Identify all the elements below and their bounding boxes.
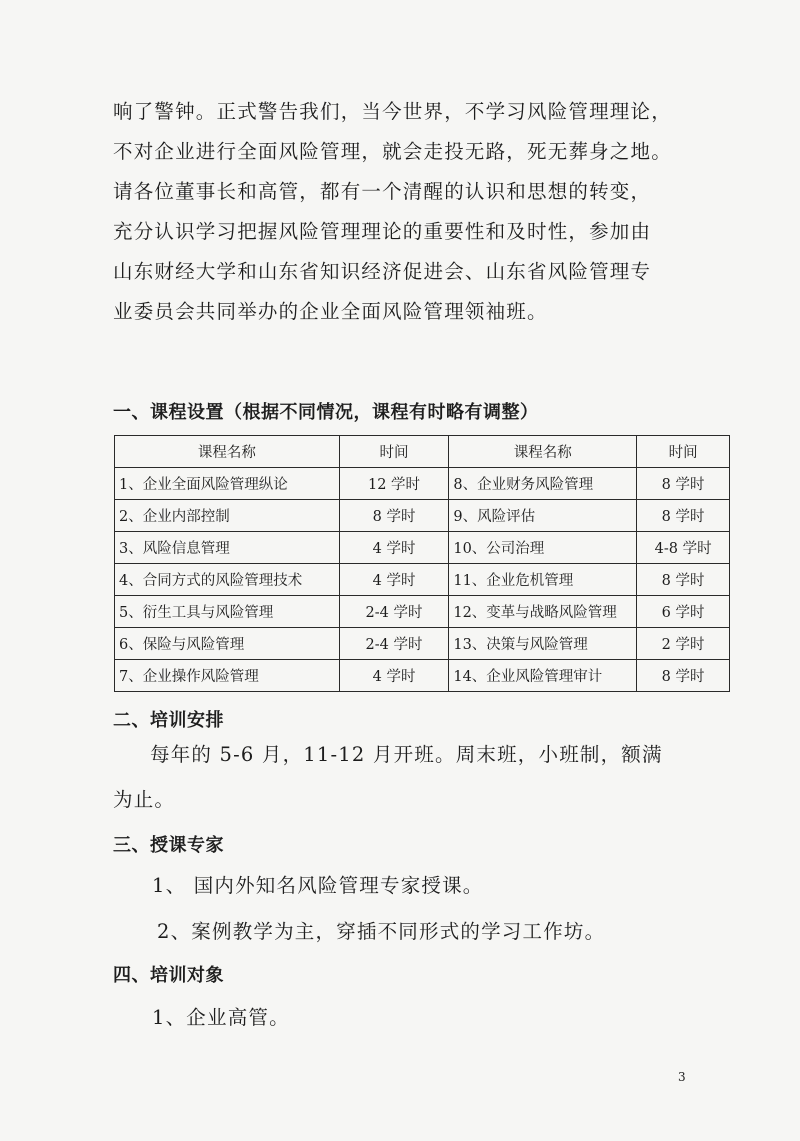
course-name: 10、公司治理 <box>449 532 637 564</box>
course-name: 1、企业全面风险管理纵论 <box>115 468 340 500</box>
course-hours: 6 学时 <box>637 596 730 628</box>
course-hours: 4 学时 <box>339 660 449 692</box>
course-name: 8、企业财务风险管理 <box>449 468 637 500</box>
schedule-text-continued: 为止。 <box>113 788 176 811</box>
course-name: 3、风险信息管理 <box>115 532 340 564</box>
column-header: 时间 <box>339 436 449 468</box>
intro-paragraph <box>113 92 713 332</box>
section-heading-courses: 一、课程设置（根据不同情况，课程有时略有调整） <box>113 402 539 423</box>
course-hours: 8 学时 <box>637 660 730 692</box>
course-name: 7、企业操作风险管理 <box>115 660 340 692</box>
table-row <box>115 564 730 596</box>
course-hours: 8 学时 <box>637 468 730 500</box>
table-row <box>115 628 730 660</box>
intro-line: 山东财经大学和山东省知识经济促进会、山东省风险管理专 <box>113 260 652 283</box>
section-heading-schedule: 二、培训安排 <box>113 710 224 731</box>
course-name: 11、企业危机管理 <box>449 564 637 596</box>
column-header: 课程名称 <box>449 436 637 468</box>
intro-line: 不对企业进行全面风险管理，就会走投无路，死无葬身之地。 <box>113 140 672 163</box>
course-hours: 2-4 学时 <box>339 596 449 628</box>
intro-line: 业委员会共同举办的企业全面风险管理领袖班。 <box>113 300 548 323</box>
column-header: 课程名称 <box>115 436 340 468</box>
intro-line: 响了警钟。正式警告我们，当今世界，不学习风险管理理论， <box>113 100 672 123</box>
table-row <box>115 532 730 564</box>
section-heading-experts: 三、授课专家 <box>113 835 224 856</box>
course-name: 6、保险与风险管理 <box>115 628 340 660</box>
course-hours: 2 学时 <box>637 628 730 660</box>
course-name: 2、企业内部控制 <box>115 500 340 532</box>
course-hours: 12 学时 <box>339 468 449 500</box>
course-table <box>114 435 730 692</box>
audience-item: 1、企业高管。 <box>152 1006 290 1029</box>
table-row <box>115 660 730 692</box>
table-row <box>115 596 730 628</box>
table-row <box>115 468 730 500</box>
column-header: 时间 <box>637 436 730 468</box>
intro-line: 请各位董事长和高管，都有一个清醒的认识和思想的转变， <box>113 180 652 203</box>
section-heading-audience: 四、培训对象 <box>113 965 224 986</box>
course-name: 13、决策与风险管理 <box>449 628 637 660</box>
course-hours: 8 学时 <box>339 500 449 532</box>
schedule-text: 每年的 5-6 月，11-12 月开班。周末班，小班制，额满 <box>150 743 663 766</box>
course-hours: 2-4 学时 <box>339 628 449 660</box>
course-name: 5、衍生工具与风险管理 <box>115 596 340 628</box>
table-header-row <box>115 436 730 468</box>
table-row <box>115 500 730 532</box>
page-number: 3 <box>678 1070 686 1084</box>
course-name: 14、企业风险管理审计 <box>449 660 637 692</box>
course-hours: 8 学时 <box>637 500 730 532</box>
course-name: 12、变革与战略风险管理 <box>449 596 637 628</box>
course-hours: 4-8 学时 <box>637 532 730 564</box>
course-hours: 4 学时 <box>339 564 449 596</box>
experts-item: 2、案例教学为主，穿插不同形式的学习工作坊。 <box>157 920 606 943</box>
course-name: 4、合同方式的风险管理技术 <box>115 564 340 596</box>
intro-line: 充分认识学习把握风险管理理论的重要性和及时性，参加由 <box>113 220 652 243</box>
course-hours: 8 学时 <box>637 564 730 596</box>
experts-item: 1、 国内外知名风险管理专家授课。 <box>152 874 484 897</box>
course-name: 9、风险评估 <box>449 500 637 532</box>
course-hours: 4 学时 <box>339 532 449 564</box>
